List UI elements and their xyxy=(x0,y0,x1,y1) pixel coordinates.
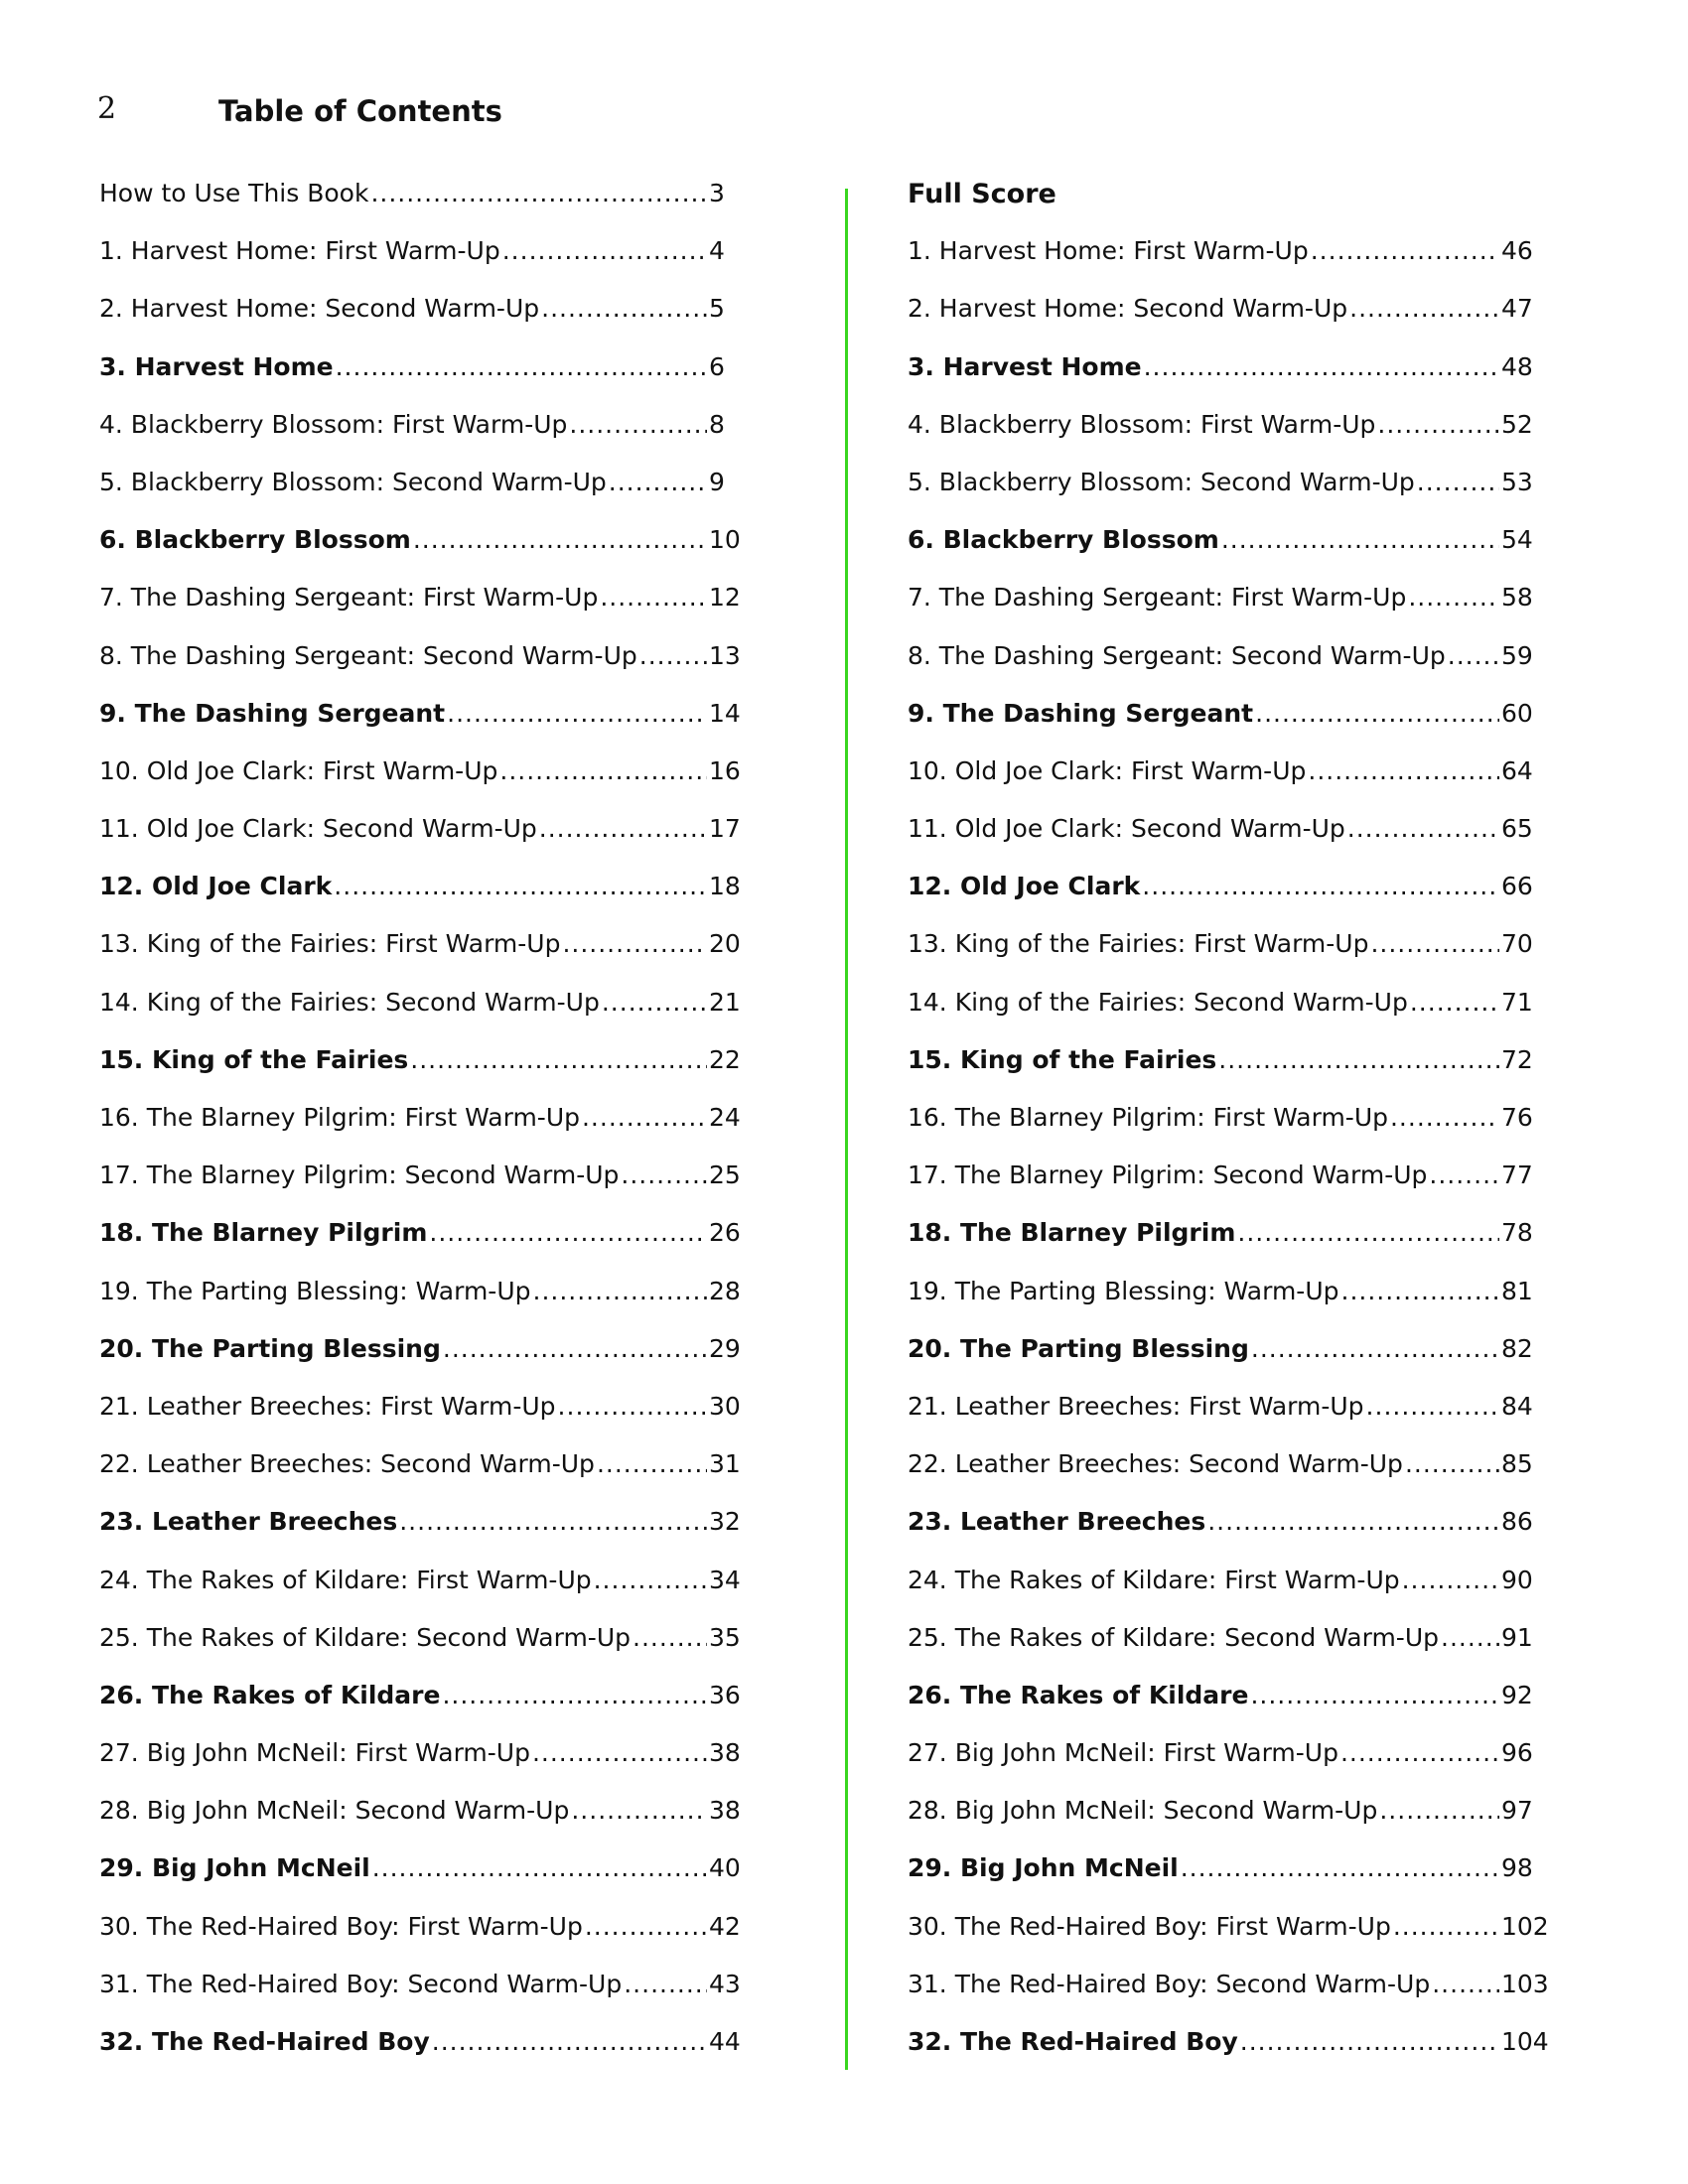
toc-entry[interactable] xyxy=(99,814,743,872)
toc-entry[interactable] xyxy=(908,756,1551,814)
dot-leader xyxy=(336,352,707,381)
toc-entry-title: 27. Big John McNeil: First Warm-Up xyxy=(99,1738,530,1768)
dot-leader xyxy=(1237,1218,1499,1247)
dot-leader xyxy=(1417,468,1499,496)
toc-entry[interactable] xyxy=(908,236,1551,294)
toc-entry[interactable] xyxy=(908,814,1551,872)
toc-entry[interactable] xyxy=(99,1681,743,1738)
toc-entry-title: 12. Old Joe Clark xyxy=(908,872,1141,901)
toc-entry-title: 31. The Red-Haired Boy: Second Warm-Up xyxy=(908,1969,1431,1998)
toc-entry-page-number: 40 xyxy=(709,1853,741,1883)
toc-entry-title: 16. The Blarney Pilgrim: First Warm-Up xyxy=(908,1103,1388,1132)
dot-leader xyxy=(624,1970,707,1998)
toc-entry[interactable] xyxy=(99,236,743,294)
toc-entry[interactable] xyxy=(908,872,1551,929)
toc-entry-page-number: 44 xyxy=(709,2027,741,2056)
dot-leader xyxy=(1250,1681,1499,1709)
toc-entry-page-number: 36 xyxy=(709,1680,741,1709)
toc-entry-page-number: 4 xyxy=(709,236,725,266)
toc-entry-title: 24. The Rakes of Kildare: First Warm-Up xyxy=(908,1565,1400,1594)
dot-leader xyxy=(413,525,707,554)
dot-leader xyxy=(532,1738,707,1767)
toc-entry-title: 29. Big John McNeil xyxy=(908,1853,1179,1883)
toc-entry[interactable] xyxy=(908,1681,1551,1738)
dot-leader xyxy=(1390,1103,1499,1132)
toc-entry-title: 4. Blackberry Blossom: First Warm-Up xyxy=(99,409,568,439)
dot-leader xyxy=(609,468,707,496)
toc-entry-title: 6. Blackberry Blossom xyxy=(908,525,1219,555)
dot-leader xyxy=(447,699,707,728)
dot-leader xyxy=(1379,1796,1499,1825)
toc-entry[interactable] xyxy=(908,1277,1551,1334)
toc-entry-page-number: 38 xyxy=(709,1796,741,1826)
toc-entry-title: 22. Leather Breeches: Second Warm-Up xyxy=(99,1449,595,1479)
toc-entry[interactable] xyxy=(908,2027,1551,2085)
toc-entry[interactable] xyxy=(908,1796,1551,1853)
toc-entry[interactable] xyxy=(99,179,743,236)
dot-leader xyxy=(1441,1623,1499,1652)
dot-leader xyxy=(399,1507,707,1536)
toc-entry-title: 2. Harvest Home: Second Warm-Up xyxy=(99,294,540,324)
dot-leader xyxy=(1144,352,1499,381)
toc-entry-title: 32. The Red-Haired Boy xyxy=(908,2027,1238,2056)
toc-entry[interactable] xyxy=(99,756,743,814)
toc-entry-page-number: 42 xyxy=(709,1911,741,1941)
toc-entry-page-number: 35 xyxy=(709,1622,741,1652)
dot-leader xyxy=(1366,1392,1499,1421)
toc-entry-page-number: 18 xyxy=(709,872,741,901)
dot-leader xyxy=(1408,583,1499,612)
toc-entry-page-number: 76 xyxy=(1501,1103,1533,1132)
dot-leader xyxy=(558,1392,707,1421)
toc-entry-title: 23. Leather Breeches xyxy=(99,1507,398,1537)
dot-leader xyxy=(600,583,707,612)
dot-leader xyxy=(582,1103,707,1132)
toc-entry-title: 28. Big John McNeil: Second Warm-Up xyxy=(908,1796,1378,1826)
toc-entry[interactable] xyxy=(99,1912,743,1970)
toc-entry-title: 14. King of the Fairies: Second Warm-Up xyxy=(99,987,600,1017)
toc-entry[interactable] xyxy=(908,583,1551,640)
toc-entry-page-number: 29 xyxy=(709,1333,741,1363)
full-score-heading: Full Score xyxy=(908,179,1056,209)
toc-entry[interactable] xyxy=(99,1392,743,1449)
toc-entry-page-number: 84 xyxy=(1501,1391,1533,1421)
dot-leader xyxy=(429,1218,707,1247)
toc-entry[interactable] xyxy=(99,1045,743,1103)
toc-entry-title: 5. Blackberry Blossom: Second Warm-Up xyxy=(908,467,1415,496)
toc-entry[interactable] xyxy=(99,1566,743,1623)
dot-leader xyxy=(1240,2027,1499,2056)
dot-leader xyxy=(562,929,707,958)
toc-entry-page-number: 91 xyxy=(1501,1622,1533,1652)
toc-entry[interactable] xyxy=(908,1623,1551,1681)
toc-entry-page-number: 38 xyxy=(709,1738,741,1768)
toc-right-column xyxy=(908,179,1551,2085)
toc-left-column xyxy=(99,179,743,2085)
toc-entry-page-number: 43 xyxy=(709,1969,741,1998)
toc-entry-page-number: 26 xyxy=(709,1218,741,1248)
toc-entry-title: 30. The Red-Haired Boy: First Warm-Up xyxy=(99,1911,583,1941)
toc-entry-page-number: 58 xyxy=(1501,583,1533,613)
toc-entry-page-number: 31 xyxy=(709,1449,741,1479)
toc-entry-title: 12. Old Joe Clark xyxy=(99,872,333,901)
toc-entry-page-number: 32 xyxy=(709,1507,741,1537)
toc-entry-page-number: 9 xyxy=(709,467,725,496)
toc-entry-title: 16. The Blarney Pilgrim: First Warm-Up xyxy=(99,1103,580,1132)
dot-leader xyxy=(499,756,707,785)
toc-entry-title: 20. The Parting Blessing xyxy=(908,1333,1249,1363)
toc-entry-title: 32. The Red-Haired Boy xyxy=(99,2027,430,2056)
toc-entry-title: 6. Blackberry Blossom xyxy=(99,525,411,555)
toc-entry[interactable] xyxy=(908,1507,1551,1565)
toc-entry[interactable] xyxy=(99,1449,743,1507)
toc-entry-page-number: 30 xyxy=(709,1391,741,1421)
toc-entry-title: 17. The Blarney Pilgrim: Second Warm-Up xyxy=(908,1160,1428,1190)
toc-entry-page-number: 71 xyxy=(1501,987,1533,1017)
toc-entry-title: 21. Leather Breeches: First Warm-Up xyxy=(99,1391,556,1421)
toc-entry[interactable] xyxy=(99,294,743,351)
toc-entry-page-number: 46 xyxy=(1501,236,1533,266)
dot-leader xyxy=(594,1566,707,1594)
toc-entry-title: 11. Old Joe Clark: Second Warm-Up xyxy=(99,814,537,844)
toc-entry-title: 8. The Dashing Sergeant: Second Warm-Up xyxy=(908,640,1446,670)
toc-entry[interactable] xyxy=(99,410,743,468)
toc-entry[interactable] xyxy=(908,1218,1551,1276)
toc-entry-title: 11. Old Joe Clark: Second Warm-Up xyxy=(908,814,1345,844)
toc-entry[interactable] xyxy=(908,1045,1551,1103)
toc-entry[interactable] xyxy=(99,1738,743,1796)
column-divider xyxy=(845,189,848,2070)
toc-entry[interactable] xyxy=(908,1392,1551,1449)
toc-entry-title: 26. The Rakes of Kildare xyxy=(99,1680,441,1709)
dot-leader xyxy=(1340,1738,1499,1767)
toc-entry[interactable] xyxy=(99,988,743,1045)
dot-leader xyxy=(410,1045,707,1074)
dot-leader xyxy=(1377,410,1499,439)
toc-entry-page-number: 24 xyxy=(709,1103,741,1132)
dot-leader xyxy=(370,179,707,207)
toc-entry-page-number: 98 xyxy=(1501,1853,1533,1883)
toc-entry-page-number: 47 xyxy=(1501,294,1533,324)
toc-entry-page-number: 90 xyxy=(1501,1565,1533,1594)
dot-leader xyxy=(442,1681,707,1709)
dot-leader xyxy=(633,1623,707,1652)
toc-entry-title: 26. The Rakes of Kildare xyxy=(908,1680,1249,1709)
toc-entry-title: 24. The Rakes of Kildare: First Warm-Up xyxy=(99,1565,592,1594)
dot-leader xyxy=(1142,872,1499,900)
toc-entry[interactable] xyxy=(99,1103,743,1160)
toc-entry[interactable] xyxy=(908,699,1551,756)
dot-leader xyxy=(571,1796,707,1825)
toc-entry[interactable] xyxy=(99,1218,743,1276)
dot-leader xyxy=(1181,1853,1499,1882)
dot-leader xyxy=(1432,1970,1499,1998)
toc-entry-page-number: 86 xyxy=(1501,1507,1533,1537)
toc-entry-title: 25. The Rakes of Kildare: Second Warm-Up xyxy=(908,1622,1439,1652)
toc-entry-page-number: 3 xyxy=(709,179,725,207)
toc-entry[interactable] xyxy=(99,641,743,699)
toc-entry-title: 1. Harvest Home: First Warm-Up xyxy=(908,236,1309,266)
toc-entry[interactable] xyxy=(99,1507,743,1565)
toc-entry[interactable] xyxy=(908,929,1551,987)
dot-leader xyxy=(334,872,707,900)
toc-entry-title: 10. Old Joe Clark: First Warm-Up xyxy=(908,755,1307,785)
toc-entry-page-number: 34 xyxy=(709,1565,741,1594)
toc-entry-title: 15. King of the Fairies xyxy=(908,1044,1217,1074)
dot-leader xyxy=(1393,1912,1499,1941)
toc-entry-title: 22. Leather Breeches: Second Warm-Up xyxy=(908,1449,1403,1479)
toc-entry[interactable] xyxy=(99,583,743,640)
toc-entry-page-number: 22 xyxy=(709,1044,741,1074)
toc-entry-page-number: 48 xyxy=(1501,351,1533,381)
toc-entry-page-number: 21 xyxy=(709,987,741,1017)
toc-entry-title: 4. Blackberry Blossom: First Warm-Up xyxy=(908,409,1376,439)
toc-entry-page-number: 12 xyxy=(709,583,741,613)
dot-leader xyxy=(621,1160,707,1189)
toc-entry-page-number: 102 xyxy=(1501,1911,1549,1941)
toc-entry-page-number: 14 xyxy=(709,698,741,728)
dot-leader xyxy=(1311,236,1499,265)
page-title: Table of Contents xyxy=(218,94,502,128)
toc-entry[interactable] xyxy=(99,1970,743,2027)
toc-entry-page-number: 52 xyxy=(1501,409,1533,439)
toc-entry[interactable] xyxy=(908,1566,1551,1623)
toc-entry[interactable] xyxy=(99,525,743,583)
dot-leader xyxy=(1349,294,1499,323)
toc-entry-page-number: 28 xyxy=(709,1276,741,1305)
toc-entry-title: 27. Big John McNeil: First Warm-Up xyxy=(908,1738,1338,1768)
toc-entry-page-number: 82 xyxy=(1501,1333,1533,1363)
toc-entry[interactable] xyxy=(99,1277,743,1334)
dot-leader xyxy=(1448,641,1499,670)
toc-entry[interactable] xyxy=(908,352,1551,410)
toc-entry[interactable] xyxy=(908,468,1551,525)
toc-entry-title: 1. Harvest Home: First Warm-Up xyxy=(99,236,500,266)
toc-entry-title: 19. The Parting Blessing: Warm-Up xyxy=(99,1276,531,1305)
toc-entry-title: 14. King of the Fairies: Second Warm-Up xyxy=(908,987,1408,1017)
dot-leader xyxy=(1221,525,1499,554)
toc-entry-page-number: 17 xyxy=(709,814,741,844)
toc-entry[interactable] xyxy=(908,1160,1551,1218)
toc-entry-title: 17. The Blarney Pilgrim: Second Warm-Up xyxy=(99,1160,620,1190)
toc-entry-title: 18. The Blarney Pilgrim xyxy=(908,1218,1236,1248)
toc-entry[interactable] xyxy=(908,1738,1551,1796)
dot-leader xyxy=(432,2027,707,2056)
toc-entry[interactable] xyxy=(99,872,743,929)
dot-leader xyxy=(602,988,707,1017)
dot-leader xyxy=(1218,1045,1499,1074)
dot-leader xyxy=(1429,1160,1499,1189)
toc-entry-page-number: 97 xyxy=(1501,1796,1533,1826)
toc-entry-page-number: 70 xyxy=(1501,929,1533,959)
dot-leader xyxy=(533,1277,708,1305)
toc-entry[interactable] xyxy=(908,1912,1551,1970)
toc-entry-page-number: 78 xyxy=(1501,1218,1533,1248)
toc-entry[interactable] xyxy=(908,988,1551,1045)
toc-entry-page-number: 96 xyxy=(1501,1738,1533,1768)
dot-leader xyxy=(585,1912,707,1941)
toc-entry-title: 13. King of the Fairies: First Warm-Up xyxy=(908,929,1369,959)
toc-entry-page-number: 60 xyxy=(1501,698,1533,728)
toc-entry-title: 8. The Dashing Sergeant: Second Warm-Up xyxy=(99,640,637,670)
dot-leader xyxy=(541,294,707,323)
dot-leader xyxy=(372,1853,707,1882)
toc-entry-page-number: 13 xyxy=(709,640,741,670)
toc-entry-page-number: 77 xyxy=(1501,1160,1533,1190)
toc-entry[interactable] xyxy=(99,468,743,525)
toc-entry-page-number: 92 xyxy=(1501,1680,1533,1709)
toc-entry-title: 31. The Red-Haired Boy: Second Warm-Up xyxy=(99,1969,623,1998)
dot-leader xyxy=(1207,1507,1499,1536)
toc-entry-title: 9. The Dashing Sergeant xyxy=(908,698,1254,728)
dot-leader xyxy=(1370,929,1499,958)
toc-entry[interactable] xyxy=(99,1796,743,1853)
toc-entry[interactable] xyxy=(908,294,1551,351)
toc-entry[interactable] xyxy=(908,641,1551,699)
toc-entry-page-number: 65 xyxy=(1501,814,1533,844)
toc-entry[interactable] xyxy=(99,1623,743,1681)
toc-entry-title: 25. The Rakes of Kildare: Second Warm-Up xyxy=(99,1622,631,1652)
toc-entry-title: 9. The Dashing Sergeant xyxy=(99,698,446,728)
toc-entry[interactable] xyxy=(908,1103,1551,1160)
toc-entry-title: 30. The Red-Haired Boy: First Warm-Up xyxy=(908,1911,1391,1941)
toc-entry-title: 18. The Blarney Pilgrim xyxy=(99,1218,428,1248)
dot-leader xyxy=(639,641,707,670)
dot-leader xyxy=(502,236,707,265)
dot-leader xyxy=(1308,756,1499,785)
toc-entry-title: 5. Blackberry Blossom: Second Warm-Up xyxy=(99,467,607,496)
toc-entry-title: 23. Leather Breeches xyxy=(908,1507,1206,1537)
toc-entry[interactable] xyxy=(99,1334,743,1392)
dot-leader xyxy=(1251,1334,1499,1363)
toc-entry-page-number: 103 xyxy=(1501,1969,1549,1998)
dot-leader xyxy=(1402,1566,1499,1594)
toc-entry-page-number: 5 xyxy=(709,294,725,324)
toc-entry-title: 10. Old Joe Clark: First Warm-Up xyxy=(99,755,498,785)
toc-entry[interactable] xyxy=(99,929,743,987)
toc-entry[interactable] xyxy=(908,1334,1551,1392)
dot-leader xyxy=(1410,988,1499,1017)
toc-entry-page-number: 72 xyxy=(1501,1044,1533,1074)
toc-entry-page-number: 54 xyxy=(1501,525,1533,555)
toc-entry-page-number: 8 xyxy=(709,409,725,439)
toc-entry-title: 7. The Dashing Sergeant: First Warm-Up xyxy=(908,583,1407,613)
page-number: 2 xyxy=(97,91,117,126)
toc-entry-title: 21. Leather Breeches: First Warm-Up xyxy=(908,1391,1364,1421)
dot-leader xyxy=(539,814,707,843)
dot-leader xyxy=(1255,699,1499,728)
toc-entry-page-number: 10 xyxy=(709,525,741,555)
toc-entry[interactable] xyxy=(908,1449,1551,1507)
toc-entry-title: 19. The Parting Blessing: Warm-Up xyxy=(908,1276,1339,1305)
toc-entry-page-number: 64 xyxy=(1501,755,1533,785)
toc-entry-title: 3. Harvest Home xyxy=(908,351,1142,381)
toc-entry-page-number: 53 xyxy=(1501,467,1533,496)
toc-entry[interactable] xyxy=(99,699,743,756)
toc-entry-page-number: 85 xyxy=(1501,1449,1533,1479)
toc-entry-title: 28. Big John McNeil: Second Warm-Up xyxy=(99,1796,570,1826)
dot-leader xyxy=(443,1334,707,1363)
toc-entry[interactable] xyxy=(908,525,1551,583)
toc-entry-page-number: 16 xyxy=(709,755,741,785)
toc-entry-page-number: 6 xyxy=(709,351,725,381)
toc-entry-page-number: 20 xyxy=(709,929,741,959)
dot-leader xyxy=(597,1449,707,1478)
toc-entry-page-number: 66 xyxy=(1501,872,1533,901)
toc-entry-title: 20. The Parting Blessing xyxy=(99,1333,441,1363)
toc-entry[interactable] xyxy=(908,1970,1551,2027)
dot-leader xyxy=(1347,814,1499,843)
toc-entry-title: 3. Harvest Home xyxy=(99,351,334,381)
toc-entry-title: 15. King of the Fairies xyxy=(99,1044,409,1074)
toc-entry[interactable] xyxy=(908,1853,1551,1911)
toc-entry[interactable] xyxy=(99,1160,743,1218)
toc-entry-title: 2. Harvest Home: Second Warm-Up xyxy=(908,294,1348,324)
toc-entry[interactable] xyxy=(99,2027,743,2085)
toc-entry-title: How to Use This Book xyxy=(99,179,369,207)
toc-entry[interactable] xyxy=(99,1853,743,1911)
toc-entry[interactable] xyxy=(99,352,743,410)
toc-entry-page-number: 59 xyxy=(1501,640,1533,670)
toc-entry-title: 7. The Dashing Sergeant: First Warm-Up xyxy=(99,583,599,613)
toc-entry-page-number: 104 xyxy=(1501,2027,1549,2056)
toc-entry[interactable] xyxy=(908,410,1551,468)
toc-entry-page-number: 81 xyxy=(1501,1276,1533,1305)
dot-leader xyxy=(1405,1449,1499,1478)
toc-entry-title: 13. King of the Fairies: First Warm-Up xyxy=(99,929,561,959)
dot-leader xyxy=(1341,1277,1500,1305)
toc-entry-page-number: 25 xyxy=(709,1160,741,1190)
toc-entry-title: 29. Big John McNeil xyxy=(99,1853,370,1883)
dot-leader xyxy=(569,410,707,439)
